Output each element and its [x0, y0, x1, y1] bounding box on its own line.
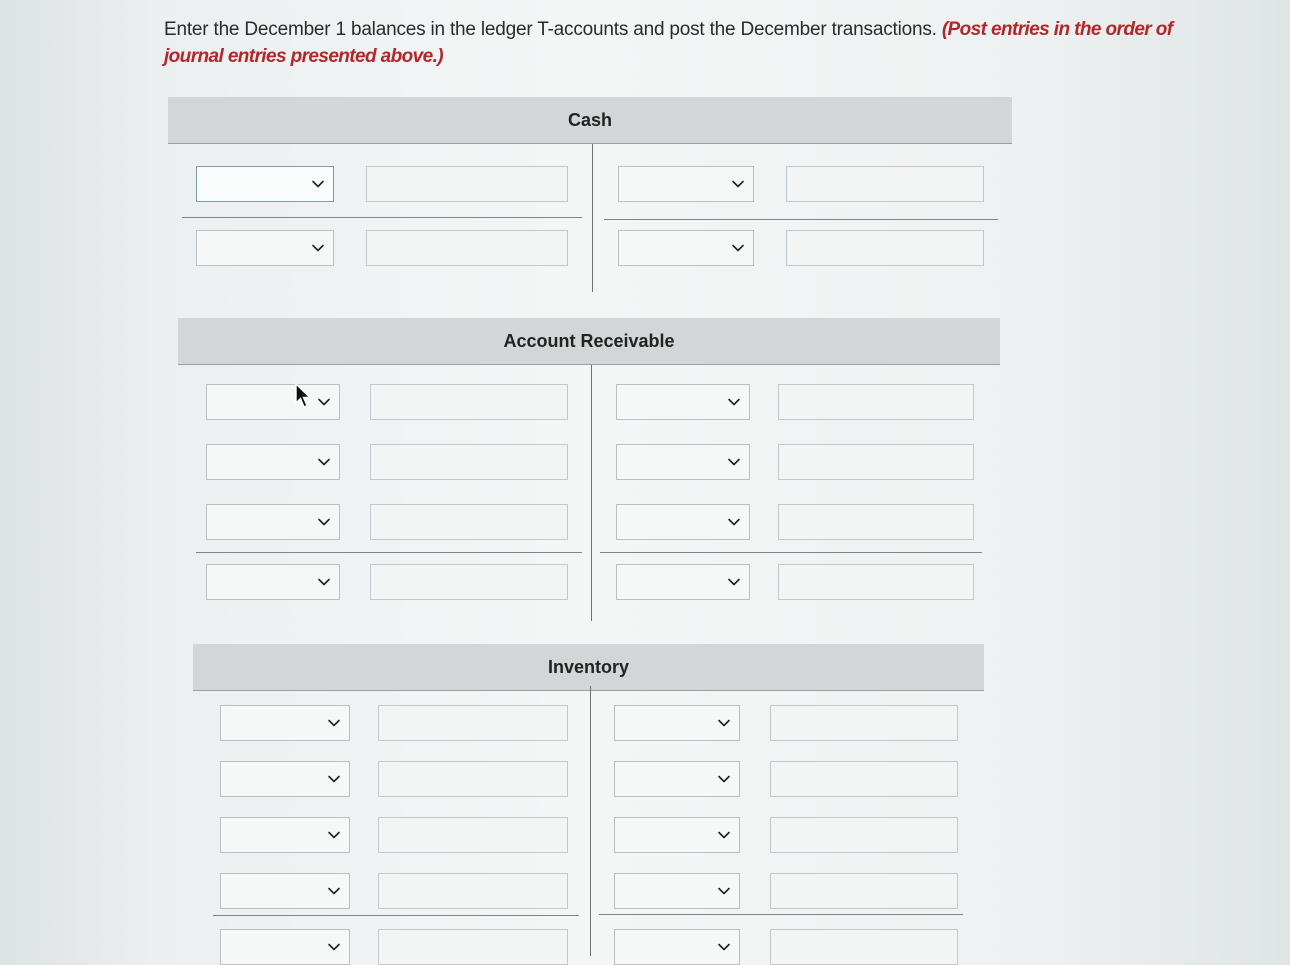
debit-account-select[interactable]	[220, 873, 350, 909]
chevron-down-icon	[311, 177, 325, 191]
chevron-down-icon	[317, 515, 331, 529]
credit-account-select[interactable]	[614, 761, 740, 797]
credit-amount-input[interactable]	[778, 444, 974, 480]
debit-amount-input[interactable]	[370, 504, 568, 540]
debit-amount-input[interactable]	[370, 384, 568, 420]
taccount-title: Cash	[168, 97, 1012, 144]
chevron-down-icon	[717, 884, 731, 898]
debit-account-select[interactable]	[206, 504, 340, 540]
chevron-down-icon	[327, 716, 341, 730]
instructions	[164, 16, 1224, 70]
chevron-down-icon	[727, 455, 741, 469]
chevron-down-icon	[727, 395, 741, 409]
debit-amount-input[interactable]	[378, 761, 568, 797]
debit-account-select[interactable]	[220, 761, 350, 797]
credit-amount-input[interactable]	[770, 873, 958, 909]
credit-amount-input[interactable]	[778, 564, 974, 600]
credit-account-select[interactable]	[618, 230, 754, 266]
debit-amount-input[interactable]	[366, 230, 568, 266]
chevron-down-icon	[317, 395, 331, 409]
credit-amount-input[interactable]	[770, 761, 958, 797]
credit-account-select[interactable]	[614, 929, 740, 965]
debit-account-select[interactable]	[220, 705, 350, 741]
credit-account-select[interactable]	[618, 166, 754, 202]
debit-account-select[interactable]	[196, 166, 334, 202]
instructions-note: (Post entries in the order of journal entries presented above.)	[164, 19, 1173, 67]
chevron-down-icon	[717, 716, 731, 730]
chevron-down-icon	[327, 940, 341, 954]
debit-amount-input[interactable]	[378, 705, 568, 741]
credit-account-select[interactable]	[614, 705, 740, 741]
taccount-title: Account Receivable	[178, 318, 1000, 365]
chevron-down-icon	[327, 772, 341, 786]
debit-account-select[interactable]	[196, 230, 334, 266]
taccount-title: Inventory	[193, 644, 984, 691]
chevron-down-icon	[717, 940, 731, 954]
credit-account-select[interactable]	[614, 817, 740, 853]
credit-account-select[interactable]	[616, 564, 750, 600]
chevron-down-icon	[731, 241, 745, 255]
credit-account-select[interactable]	[616, 504, 750, 540]
debit-account-select[interactable]	[220, 929, 350, 965]
chevron-down-icon	[727, 575, 741, 589]
credit-account-select[interactable]	[614, 873, 740, 909]
chevron-down-icon	[731, 177, 745, 191]
credit-account-select[interactable]	[616, 444, 750, 480]
mouse-pointer-icon	[294, 383, 312, 409]
credit-amount-input[interactable]	[770, 817, 958, 853]
chevron-down-icon	[717, 772, 731, 786]
chevron-down-icon	[327, 828, 341, 842]
debit-amount-input[interactable]	[370, 564, 568, 600]
debit-account-select[interactable]	[206, 384, 340, 420]
debit-amount-input[interactable]	[378, 929, 568, 965]
chevron-down-icon	[717, 828, 731, 842]
credit-account-select[interactable]	[616, 384, 750, 420]
credit-amount-input[interactable]	[786, 166, 984, 202]
credit-amount-input[interactable]	[786, 230, 984, 266]
debit-amount-input[interactable]	[378, 817, 568, 853]
chevron-down-icon	[317, 455, 331, 469]
credit-amount-input[interactable]	[770, 929, 958, 965]
debit-amount-input[interactable]	[378, 873, 568, 909]
debit-account-select[interactable]	[206, 564, 340, 600]
instructions-main: Enter the December 1 balances in the ledger T-accounts and post the December transactions.	[164, 19, 937, 40]
credit-amount-input[interactable]	[770, 705, 958, 741]
credit-amount-input[interactable]	[778, 504, 974, 540]
debit-account-select[interactable]	[220, 817, 350, 853]
chevron-down-icon	[317, 575, 331, 589]
chevron-down-icon	[727, 515, 741, 529]
credit-amount-input[interactable]	[778, 384, 974, 420]
debit-amount-input[interactable]	[370, 444, 568, 480]
chevron-down-icon	[327, 884, 341, 898]
debit-account-select[interactable]	[206, 444, 340, 480]
debit-amount-input[interactable]	[366, 166, 568, 202]
chevron-down-icon	[311, 241, 325, 255]
